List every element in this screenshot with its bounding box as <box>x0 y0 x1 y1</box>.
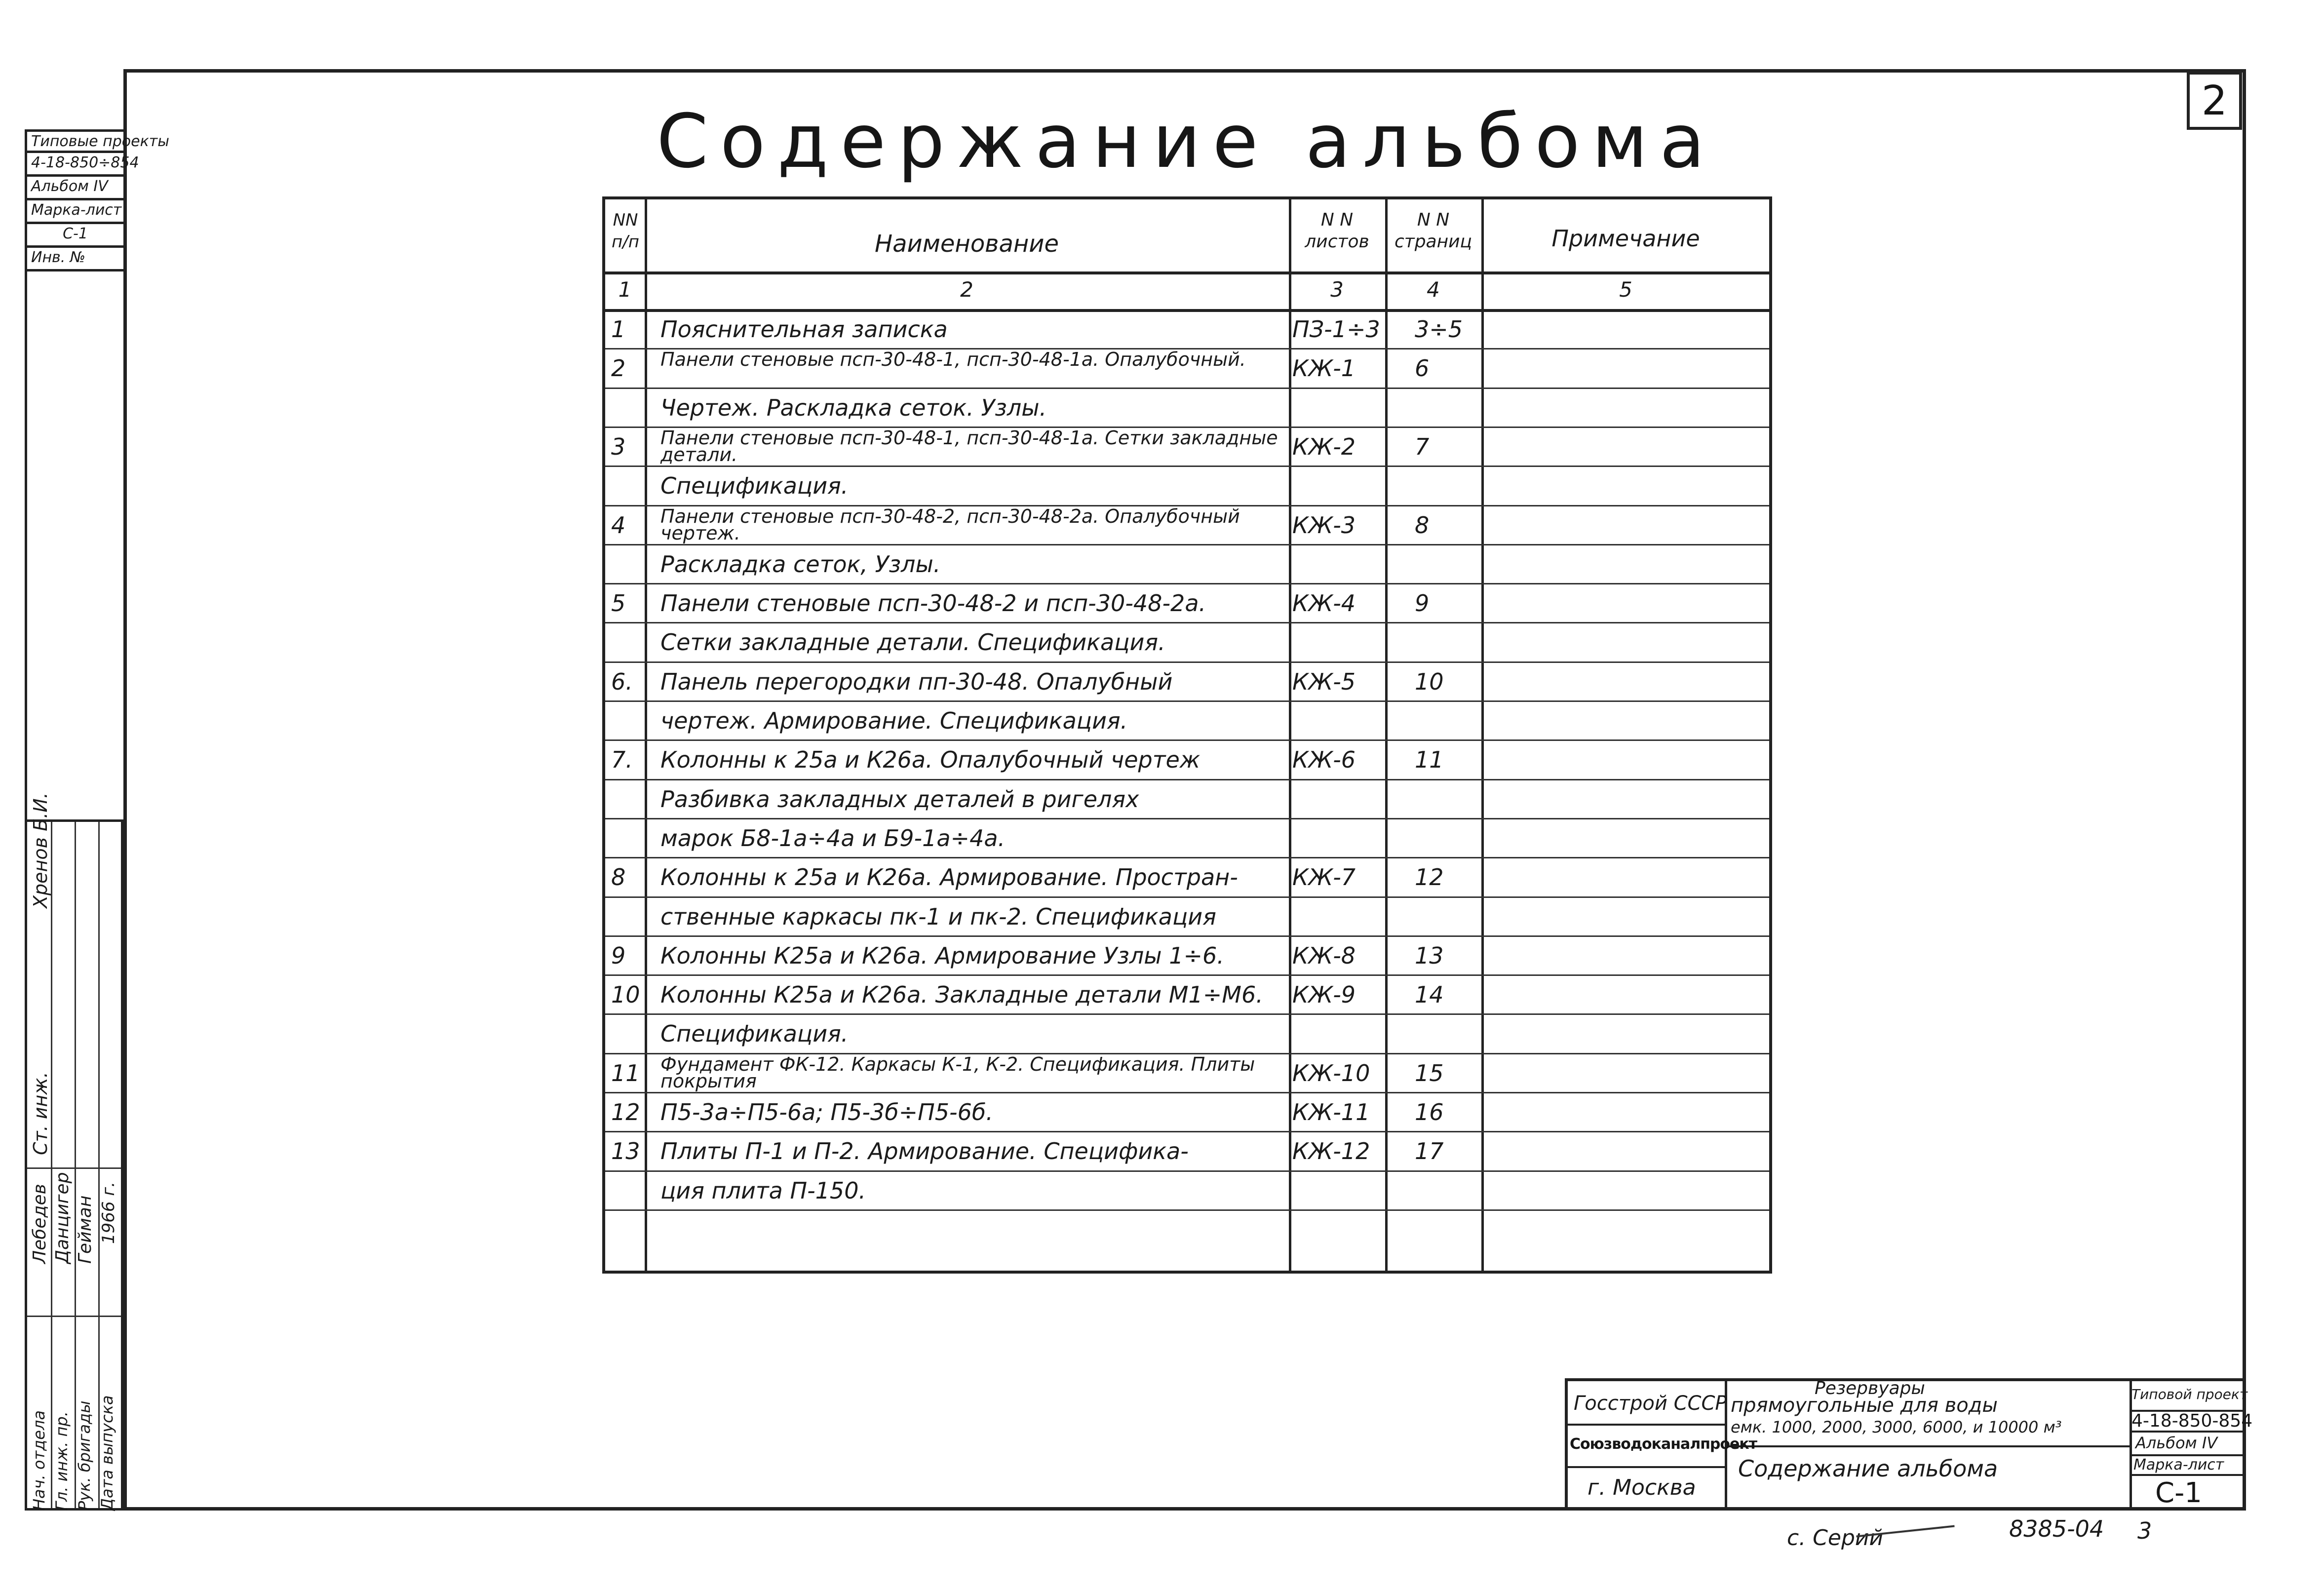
row-divider <box>605 1209 1769 1211</box>
margin-role-date: Дата выпуска <box>98 1395 116 1511</box>
margin-role-senior-eng: Ст. инж. <box>30 1072 51 1155</box>
footer-signature: с. Серий <box>1787 1525 1884 1551</box>
row-name: ция плита П-150. <box>660 1177 866 1204</box>
row-divider <box>605 779 1769 780</box>
margin-role-brigade: Рук. бригады <box>75 1400 94 1511</box>
row-name: Фундамент ФК-12. Каркасы К-1, К-2. Спецификация. Плиты покрытия <box>660 1053 1255 1092</box>
colnum-4: 4 <box>1427 277 1440 302</box>
title-block <box>1565 1378 2253 1511</box>
row-pages: 3÷5 <box>1415 316 1463 343</box>
row-divider <box>605 857 1769 858</box>
row-divider <box>605 465 1769 467</box>
row-name: Раскладка сеток, Узлы. <box>660 550 941 578</box>
row-name: Сетки закладные детали. Спецификация. <box>660 629 1165 656</box>
tb-project-line1: Резервуары <box>1815 1378 1925 1398</box>
tb-project-line3: емк. 1000, 2000, 3000, 6000, и 10000 м³ <box>1731 1418 2062 1436</box>
stamp-mark-label: Марка-лист <box>25 200 126 224</box>
row-divider <box>605 896 1769 898</box>
colnum-3: 3 <box>1330 277 1344 302</box>
row-num: 7. <box>611 746 633 774</box>
row-num: 9 <box>611 942 626 969</box>
tb-project-line2: прямоугольные для воды <box>1731 1394 1998 1417</box>
sheet-number: 2 <box>2187 72 2242 130</box>
row-pages: 17 <box>1415 1138 1444 1165</box>
row-divider <box>605 739 1769 741</box>
tb-stamp-mark: С-1 <box>2155 1477 2202 1509</box>
tb-stamp-title: Типовой проект <box>2131 1386 2248 1402</box>
row-name: Панели стеновые псп-30-48-1, псп-30-48-1а. Сетки закладные детали. <box>660 427 1278 465</box>
footer-doc-number: 8385-04 <box>2009 1515 2104 1542</box>
row-num: 10 <box>611 981 640 1008</box>
row-name: Разбивка закладных деталей в ригелях <box>660 785 1139 813</box>
margin-name-danciger: Данцигер <box>52 1172 73 1264</box>
colnum-2: 2 <box>960 277 973 302</box>
row-divider <box>605 544 1769 545</box>
row-sheets: КЖ-6 <box>1292 746 1356 774</box>
row-num: 2 <box>611 355 626 382</box>
row-name: Колонны К25а и К26а. Закладные детали М1÷М6. <box>660 981 1263 1008</box>
header-sheets: N N листов <box>1305 210 1369 252</box>
row-divider <box>605 818 1769 819</box>
row-name: чертеж. Армирование. Спецификация. <box>660 707 1128 734</box>
stamp-inventory: Инв. № <box>25 248 126 271</box>
row-name: ственные каркасы пк-1 и пк-2. Спецификация <box>660 903 1216 930</box>
row-pages: 9 <box>1415 590 1430 617</box>
row-divider <box>605 1092 1769 1093</box>
header-pages: N N страниц <box>1394 210 1472 252</box>
tb-content: Содержание альбома <box>1738 1455 1998 1482</box>
row-sheets: КЖ-12 <box>1292 1138 1370 1165</box>
row-sheets: КЖ-2 <box>1292 433 1356 460</box>
page-title: Содержание альбома <box>657 99 1717 185</box>
row-sheets: КЖ-7 <box>1292 864 1356 891</box>
footer-page: 3 <box>2137 1517 2152 1544</box>
row-sheets: КЖ-11 <box>1292 1099 1370 1125</box>
row-pages: 8 <box>1415 511 1430 539</box>
stamp-project-label: Типовые проекты <box>25 129 126 153</box>
row-sheets: КЖ-1 <box>1292 355 1356 382</box>
row-name: Колонны к 25а и К26а. Опалубочный чертеж <box>660 746 1201 774</box>
margin-role-head: Нач. отдела <box>30 1410 48 1511</box>
tb-stamp-album: Альбом IV <box>2135 1434 2218 1452</box>
row-name: Спецификация. <box>660 472 849 500</box>
row-pages: 15 <box>1415 1059 1444 1086</box>
tb-org: Госстрой СССР <box>1574 1392 1727 1415</box>
margin-year: 1966 г. <box>99 1181 118 1244</box>
colnum-5: 5 <box>1619 277 1632 302</box>
row-sheets: КЖ-4 <box>1292 590 1356 617</box>
row-name: Плиты П-1 и П-2. Армирование. Спецификa- <box>660 1138 1189 1165</box>
row-name: Панели стеновые псп-30-48-2, псп-30-48-2а. Опалубочный чертеж. <box>660 505 1240 544</box>
row-name: Панели стеновые псп-30-48-2 и псп-30-48-2а. <box>660 590 1206 617</box>
row-num: 13 <box>611 1138 640 1165</box>
row-name: марок Б8-1а÷4а и Б9-1а÷4а. <box>660 824 1006 852</box>
row-num: 6. <box>611 668 633 695</box>
row-divider <box>605 1170 1769 1172</box>
header-num: NN п/п <box>612 210 639 252</box>
row-pages: 7 <box>1415 433 1430 460</box>
margin-name-geiman: Гейман <box>75 1195 95 1264</box>
row-num: 4 <box>611 511 626 539</box>
row-name: Пояснительная записка <box>660 316 948 343</box>
stamp-mark: С-1 <box>25 224 126 248</box>
margin-role-chief-eng: Гл. инж. пр. <box>52 1411 71 1511</box>
row-sheets: КЖ-3 <box>1292 511 1356 539</box>
row-divider <box>605 622 1769 623</box>
tb-stamp-mark-label: Марка-лист <box>2133 1456 2224 1474</box>
row-pages: 11 <box>1415 746 1444 774</box>
stamp-project-code: 4-18-850÷854 <box>25 153 126 177</box>
margin-name-lebedev: Лебедев <box>30 1184 50 1264</box>
row-divider <box>605 388 1769 389</box>
row-pages: 10 <box>1415 668 1444 695</box>
row-name: Колонны К25а и К26а. Армирование Узлы 1÷6. <box>660 942 1224 969</box>
row-num: 12 <box>611 1099 640 1125</box>
row-name: П5-3а÷П5-6а; П5-3б÷П5-6б. <box>660 1099 993 1125</box>
margin-name-hrenov: Хренов Б.И. <box>30 792 51 908</box>
row-num: 5 <box>611 590 626 617</box>
row-num: 3 <box>611 433 626 460</box>
row-divider <box>605 935 1769 937</box>
row-num: 11 <box>611 1059 640 1086</box>
row-divider <box>605 974 1769 976</box>
row-name: Чертеж. Раскладка сеток. Узлы. <box>660 394 1047 421</box>
row-pages: 14 <box>1415 981 1444 1008</box>
row-pages: 6 <box>1415 355 1430 382</box>
row-pages: 12 <box>1415 864 1444 891</box>
row-sheets: КЖ-8 <box>1292 942 1356 969</box>
row-name: Панель перегородки пп-30-48. Опалубный <box>660 668 1173 695</box>
row-num: 8 <box>611 864 626 891</box>
row-name: Спецификация. <box>660 1020 849 1047</box>
row-pages: 13 <box>1415 942 1444 969</box>
header-name: Наименование <box>874 230 1059 258</box>
colnum-1: 1 <box>618 277 632 302</box>
row-divider <box>605 583 1769 584</box>
row-divider <box>605 661 1769 663</box>
row-name: Колонны к 25а и К26а. Армирование. Простран- <box>660 864 1238 891</box>
row-num: 1 <box>611 316 626 343</box>
row-divider <box>605 1131 1769 1132</box>
row-name: Панели стеновые псп-30-48-1, псп-30-48-1а. Опалубочный. <box>660 349 1246 371</box>
row-divider <box>605 1013 1769 1015</box>
tb-stamp-code: 4-18-850-854 <box>2131 1411 2253 1431</box>
row-sheets: КЖ-5 <box>1292 668 1356 695</box>
row-pages: 16 <box>1415 1099 1444 1125</box>
row-divider <box>605 700 1769 702</box>
tb-city: г. Москва <box>1588 1475 1696 1500</box>
row-sheets: ПЗ-1÷3 <box>1292 316 1380 343</box>
row-sheets: КЖ-9 <box>1292 981 1356 1008</box>
header-note: Примечание <box>1551 225 1700 252</box>
contents-table <box>602 196 1772 1274</box>
stamp-album: Альбом IV <box>25 177 126 200</box>
tb-institute: Союзводоканалпроект <box>1570 1435 1757 1453</box>
row-sheets: КЖ-10 <box>1292 1059 1370 1086</box>
